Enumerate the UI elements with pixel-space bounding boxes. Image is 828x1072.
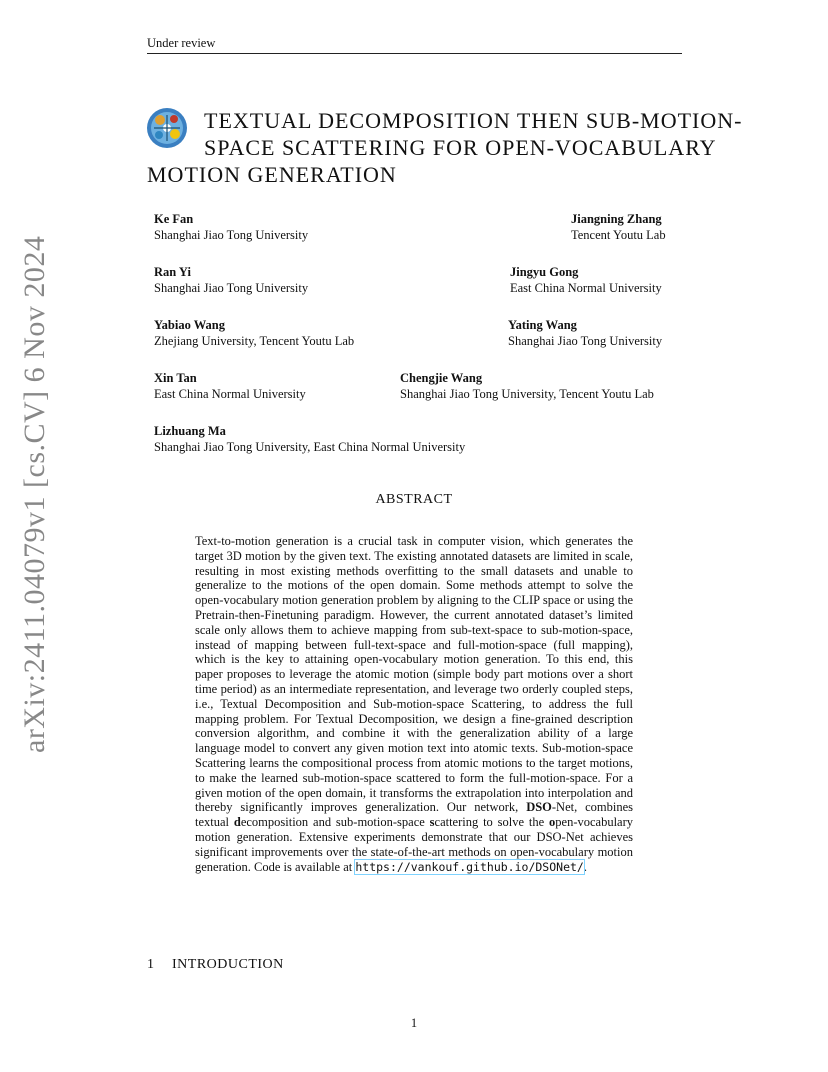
author-block	[154, 370, 306, 402]
author-affiliation: East China Normal University	[510, 281, 662, 295]
author-block	[154, 423, 465, 455]
abstract-body	[195, 534, 633, 874]
acronym-letter: o	[549, 815, 556, 830]
author-affiliation: Shanghai Jiao Tong University	[508, 334, 663, 348]
author-affiliation: Tencent Youtu Lab	[571, 228, 666, 242]
author-affiliation: Shanghai Jiao Tong University	[154, 281, 309, 295]
author-name: Xin Tan	[154, 371, 197, 385]
author-block	[154, 211, 308, 243]
author-name: Chengjie Wang	[400, 371, 483, 385]
author-block	[508, 317, 662, 349]
author-name: Ran Yi	[154, 265, 191, 279]
section-title: INTRODUCTION	[172, 957, 284, 972]
abstract-heading: ABSTRACT	[375, 492, 453, 507]
author-name: Jingyu Gong	[510, 265, 579, 279]
abstract-text: pen-vocabulary motion generation. Extensive experiments demonstrate that our DSO-Net achieves significant improvements over the state-of-the-art methods on open-vocabulary motion generation. Code is available at	[195, 815, 634, 874]
author-block	[400, 370, 654, 402]
author-name: Yating Wang	[508, 318, 577, 332]
abstract-text: ecomposition and sub-motion-space	[240, 815, 430, 830]
author-name: Ke Fan	[154, 212, 194, 226]
author-affiliation: East China Normal University	[154, 387, 306, 401]
acronym-letter: d	[233, 815, 241, 830]
page-number: 1	[410, 1016, 418, 1030]
abstract-text: cattering to solve the	[434, 815, 550, 830]
paper-title-line-2: SPACE SCATTERING FOR OPEN-VOCABULARY	[204, 135, 717, 160]
section-heading	[147, 957, 284, 973]
author-affiliation: Zhejiang University, Tencent Youtu Lab	[154, 334, 355, 348]
author-name: Jiangning Zhang	[571, 212, 662, 226]
paper-logo-icon	[146, 107, 188, 149]
author-name: Lizhuang Ma	[154, 424, 226, 438]
author-affiliation: Shanghai Jiao Tong University, Tencent Youtu Lab	[400, 387, 654, 401]
abstract-text: .	[583, 859, 587, 874]
paper-title-line-1: TEXTUAL DECOMPOSITION THEN SUB-MOTION-	[204, 108, 743, 133]
author-affiliation: Shanghai Jiao Tong University, East China Normal University	[154, 440, 466, 454]
author-block	[154, 264, 308, 296]
arxiv-identifier: arXiv:2411.04079v1 [cs.CV] 6 Nov 2024	[18, 235, 51, 753]
section-number: 1	[147, 957, 155, 972]
abstract-text: Text-to-motion generation is a crucial task in computer vision, which generates the target 3D motion by the given text. The existing annotated datasets are limited in scale, resulting in most existing methods overfitting to the small datasets and unable to generalize to the motions of the open domain. Some methods attempt to solve the open-vocabulary motion generation problem by aligning to the CLIP space or using the Pretrain-then-Finetuning paradigm. However, the current annotated dataset’s limited scale only allows them to achieve mapping from sub-text-space to sub-motion-space, instead of mapping between full-text-space and full-motion-space (full mapping), which is the key to attaining open-vocabulary motion generation. To this end, this paper proposes to leverage the atomic motion (simple body part motions over a short time period) as an intermediate representation, and leverage two orderly coupled steps, i.e., Textual Decomposition and Sub-motion-space Scattering, to address the full mapping problem. For Textual Decomposition, we design a fine-grained description conversion algorithm, and combine it with the generalization ability of a large language model to convert any given motion text into atomic texts. Sub-motion-space Scattering learns the compositional process from atomic motions to the target motions, to make the learned sub-motion-space scattered to form the full-motion-space. For a given motion of the open domain, it transforms the extrapolation into interpolation and thereby significantly improves generalization. Our network,	[195, 534, 633, 815]
header-rule	[147, 53, 682, 54]
abstract-text: -Net, combines textual	[195, 800, 634, 830]
author-block	[510, 264, 662, 296]
author-name: Yabiao Wang	[154, 318, 225, 332]
code-link[interactable]: https://vankouf.github.io/DSONet/	[355, 859, 584, 874]
running-header: Under review	[147, 36, 216, 50]
acronym-letter: s	[429, 815, 435, 830]
author-block	[154, 317, 354, 349]
paper-title-line-3: MOTION GENERATION	[147, 162, 397, 187]
author-block	[571, 211, 666, 243]
author-affiliation: Shanghai Jiao Tong University	[154, 228, 309, 242]
network-name: DSO	[526, 800, 552, 815]
